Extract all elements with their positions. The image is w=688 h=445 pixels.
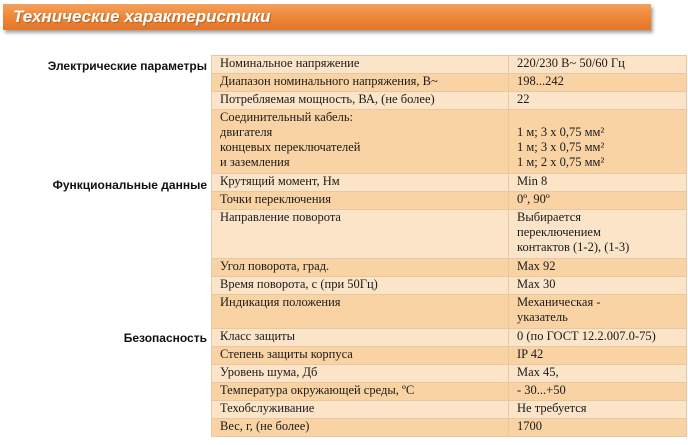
spec-value: [509, 210, 687, 259]
table-row: [212, 110, 687, 174]
table-row: [212, 210, 687, 259]
spec-value-line: 1 м; 3 х 0,75 мм²: [517, 125, 605, 139]
spec-value-line: 1 м; 2 х 0,75 мм²: [517, 155, 605, 169]
table-row: [212, 419, 687, 437]
specs-table: [211, 55, 687, 437]
spec-name-line: Соединительный кабель:: [220, 110, 353, 124]
spec-value: - 30...+50: [509, 383, 687, 401]
spec-value: Max 45,: [509, 365, 687, 383]
table-row: [212, 347, 687, 365]
spec-name: Уровень шума, Дб: [212, 365, 509, 383]
spec-name: Техобслуживание: [212, 401, 509, 419]
spec-value-line: 1 м; 3 х 0,75 мм²: [517, 140, 605, 154]
spec-name-line: концевых переключателей: [220, 140, 361, 154]
spec-value: IP 42: [509, 347, 687, 365]
spec-value-line: переключением: [517, 225, 601, 239]
table-row: [212, 92, 687, 110]
spec-name: Номинальное напряжение: [212, 56, 509, 74]
spec-value-line: [517, 110, 678, 125]
spec-name: Точки переключения: [212, 192, 509, 210]
spec-name: Температура окружающей среды, ºС: [212, 383, 509, 401]
spec-value-line: Выбирается: [517, 210, 582, 224]
spec-name: Угол поворота, град.: [212, 259, 509, 277]
spec-value-line: Механическая -: [517, 295, 601, 309]
spec-name: Направление поворота: [212, 210, 509, 259]
spec-name-line: двигателя: [220, 125, 273, 139]
spec-name: Диапазон номинального напряжения, В~: [212, 74, 509, 92]
table-row: [212, 383, 687, 401]
table-row: [212, 259, 687, 277]
table-row: [212, 365, 687, 383]
spec-name: Вес, г, (не более): [212, 419, 509, 437]
spec-name: Крутящий момент, Нм: [212, 174, 509, 192]
spec-value: Min 8: [509, 174, 687, 192]
spec-value: 0º, 90º: [509, 192, 687, 210]
spec-value: Max 30: [509, 277, 687, 295]
table-row: [212, 329, 687, 347]
spec-value: 198...242: [509, 74, 687, 92]
table-row: [212, 295, 687, 329]
spec-name: Степень защиты корпуса: [212, 347, 509, 365]
spec-value: [509, 295, 687, 329]
section-label-electrical: Электрические параметры: [47, 59, 207, 73]
table-row: [212, 401, 687, 419]
spec-value: 1700: [509, 419, 687, 437]
section-label-safety: Безопасность: [123, 331, 207, 345]
spec-name: [212, 110, 509, 174]
spec-value: 22: [509, 92, 687, 110]
table-row: [212, 74, 687, 92]
table-row: [212, 174, 687, 192]
spec-value-line: контактов (1-2), (1-3): [517, 240, 630, 254]
spec-name: Класс защиты: [212, 329, 509, 347]
section-label-functional: Функциональные данные: [52, 178, 207, 192]
table-row: [212, 277, 687, 295]
table-row: [212, 56, 687, 74]
header-banner: [3, 4, 651, 30]
spec-name: Индикация положения: [212, 295, 509, 329]
spec-value: [509, 110, 687, 174]
spec-value: Не требуется: [509, 401, 687, 419]
page-title: Технические характеристики: [13, 7, 271, 26]
table-row: [212, 192, 687, 210]
spec-value: 220/230 В~ 50/60 Гц: [509, 56, 687, 74]
spec-value: 0 (по ГОСТ 12.2.007.0-75): [509, 329, 687, 347]
spec-value-line: указатель: [517, 310, 568, 324]
spec-name: Время поворота, с (при 50Гц): [212, 277, 509, 295]
spec-name: Потребляемая мощность, ВА, (не более): [212, 92, 509, 110]
spec-name-line: и заземления: [220, 155, 290, 169]
spec-value: Max 92: [509, 259, 687, 277]
